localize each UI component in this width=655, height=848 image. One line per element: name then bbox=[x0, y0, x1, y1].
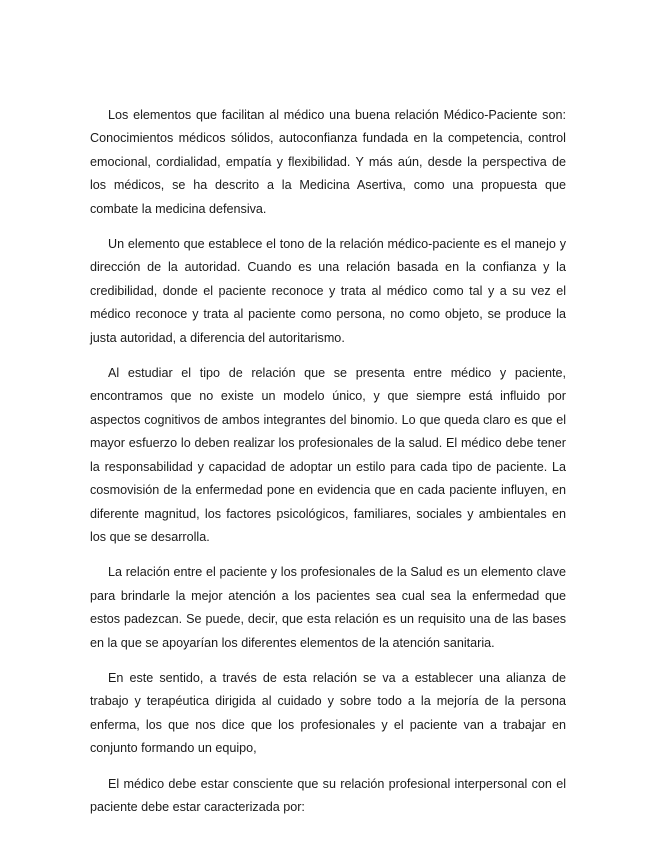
paragraph-3: Al estudiar el tipo de relación que se presenta entre médico y paciente, encontramos que no existe un modelo único, y que siempre está influido por aspectos cognitivos de ambos integrantes del binomio. Lo que queda claro es que el mayor esfuerzo lo deben realizar los profesionales de la salud. El médico debe tener la responsabilidad y capacidad de adoptar un estilo para cada tipo de paciente. La cosmovisión de la enfermedad pone en evidencia que en cada paciente influyen, en diferente magnitud, los factores psicológicos, familiares, sociales y ambientales en los que se desarrolla. bbox=[90, 366, 566, 544]
paragraph-5: En este sentido, a través de esta relación se va a establecer una alianza de trabajo y terapéutica dirigida al cuidado y sobre todo a la mejoría de la persona enferma, los que nos dice que los profesionales y el paciente van a trabajar en conjunto formando un equipo, bbox=[90, 670, 566, 756]
paragraph-2: Un elemento que establece el tono de la relación médico-paciente es el manejo y dirección de la autoridad. Cuando es una relación basada en la confianza y la credibilidad, donde el paciente reconoce y trata al médico como tal y a su vez el médico reconoce y trata al paciente como persona, no como objeto, se produce la justa autoridad, a diferencia del autoritarismo. bbox=[90, 237, 566, 345]
paragraph-6: El médico debe estar consciente que su relación profesional interpersonal con el paciente debe estar caracterizada por: bbox=[90, 776, 566, 814]
document-page bbox=[90, 104, 566, 831]
paragraph-1: Los elementos que facilitan al médico una buena relación Médico-Paciente son: Conocimientos médicos sólidos, autoconfianza fundada en la competencia, control emocional, cordialidad, empatía y flexibilidad. Y más aún, desde la perspectiva de los médicos, se ha descrito a la Medicina Asertiva, como una propuesta que combate la medicina defensiva. bbox=[90, 108, 566, 216]
paragraph-4: La relación entre el paciente y los profesionales de la Salud es un elemento clave para brindarle la mejor atención a los pacientes sea cual sea la enfermedad que estos padezcan. Se puede, decir, que esta relación es un requisito una de las bases en la que se apoyarían los diferentes elementos de la atención sanitaria. bbox=[90, 565, 566, 650]
